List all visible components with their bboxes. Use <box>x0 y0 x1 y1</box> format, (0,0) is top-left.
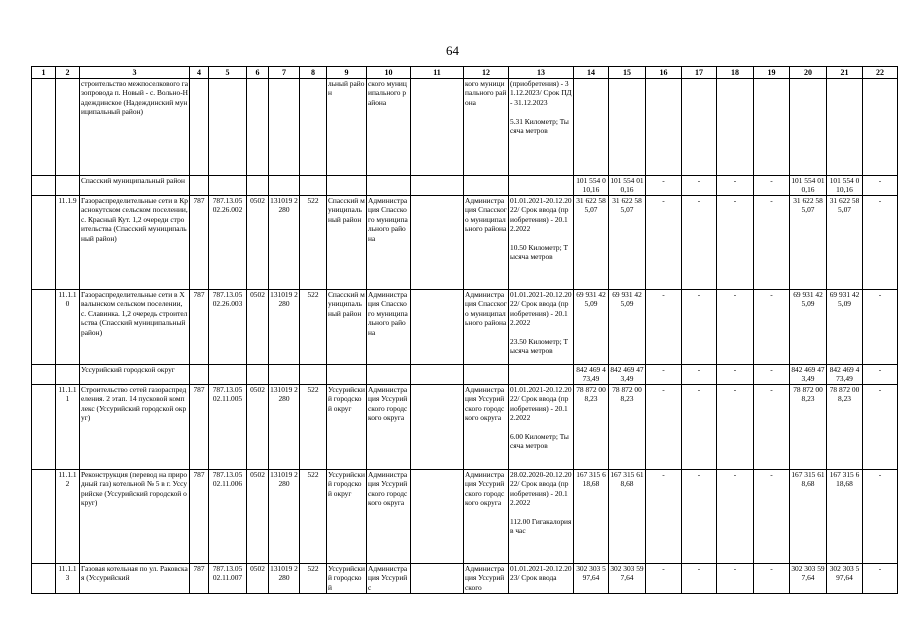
table-cell: 31 622 585,07 <box>827 196 863 290</box>
table-cell: 101 554 010,16 <box>791 176 825 195</box>
header-cell: 7 <box>269 67 300 79</box>
table-cell: 78 872 008,23 <box>574 385 609 470</box>
table-cell: 842 469 473,49 <box>610 365 644 384</box>
header-cell: 19 <box>754 67 790 79</box>
table-cell: - <box>863 564 898 594</box>
table-cell: Администрация Спасского муниципального района <box>367 290 411 365</box>
table-cell: 787 <box>190 470 209 564</box>
table-cell <box>411 196 464 290</box>
table-cell <box>190 365 209 385</box>
table-cell: - <box>863 365 898 385</box>
table-cell: - <box>863 290 898 365</box>
table-cell <box>209 176 247 196</box>
table-cell: 167 315 618,68 <box>790 470 827 564</box>
table-cell <box>411 365 464 385</box>
table-cell: строительство межпоселкового газопровода п. Новый - с. Вольно-Надеждинское (Надеждинский муниципальный район) <box>80 79 190 176</box>
table-cell: Строительство сетей газораспределения. 2 этап. 14 пусковой комплекс (Уссурийский городской округ) <box>80 385 190 470</box>
table-cell: - <box>717 564 754 594</box>
table-cell <box>32 290 56 365</box>
table-cell: Уссурийский городской округ <box>327 470 367 564</box>
header-cell: 16 <box>646 67 682 79</box>
table-cell: Администрация Уссурийского городского округа <box>464 470 509 564</box>
table-cell: кого муниципального района <box>464 79 509 176</box>
table-cell: 78 872 008,23 <box>827 385 863 470</box>
table-cell: - <box>717 196 754 290</box>
table-cell: 842 469 473,49 <box>574 365 609 385</box>
table-cell <box>411 470 464 564</box>
table-cell <box>464 176 509 196</box>
table-cell: 31 622 585,07 <box>790 196 827 290</box>
table-cell <box>682 79 717 176</box>
table-cell: Спасский муниципальный район <box>327 196 367 290</box>
table-cell: - <box>646 176 682 196</box>
table-cell <box>56 365 80 385</box>
table-cell: - <box>754 470 790 564</box>
table-cell: - <box>754 290 790 365</box>
table-cell <box>32 470 56 564</box>
table-cell: Администрация Уссурийского <box>464 564 509 594</box>
table-cell: - <box>863 470 898 564</box>
table-cell: 101 554 010,16 <box>574 176 609 196</box>
header-cell: 15 <box>609 67 646 79</box>
header-cell: 12 <box>464 67 509 79</box>
table-cell <box>269 176 300 196</box>
header-cell: 5 <box>209 67 247 79</box>
header-cell: 21 <box>827 67 863 79</box>
header-cell: 9 <box>327 67 367 79</box>
table-cell <box>754 79 790 176</box>
table-cell <box>411 290 464 365</box>
table-cell: - <box>682 290 717 365</box>
table-cell: Администрация Спасского муниципального района <box>464 196 509 290</box>
table-cell <box>56 79 80 176</box>
table-cell: - <box>646 564 682 594</box>
table-cell: 787 <box>190 196 209 290</box>
table-cell: 167 315 618,68 <box>609 470 646 564</box>
table-body <box>32 67 898 594</box>
table-cell: 11.1.10 <box>56 290 80 365</box>
table-cell: Газораспределительные сети в Краснокутском сельском поселении, с. Красный Кут. 1,2 очереди строительства (Спасский муниципальный район) <box>80 196 190 290</box>
table-row <box>32 196 898 290</box>
table-cell <box>269 79 300 176</box>
table-cell: 167 315 618,68 <box>574 470 609 564</box>
table-cell: Спасский муниципальный район <box>80 176 190 196</box>
table-cell: 78 872 008,23 <box>609 385 646 470</box>
table-cell: 787.13.05 02.11.006 <box>209 470 247 564</box>
table-cell: - <box>717 290 754 365</box>
table-cell <box>574 79 609 176</box>
table-cell: - <box>863 385 898 470</box>
table-cell: - <box>682 470 717 564</box>
table-cell <box>717 79 754 176</box>
header-cell: 4 <box>190 67 209 79</box>
header-cell: 18 <box>717 67 754 79</box>
table-cell: Уссурийский городской <box>328 564 365 592</box>
table-cell: 69 931 425,09 <box>609 290 646 365</box>
table-cell: (приобретения) - 31.12.2023/ Срок ПД - 31.12.2023 5.31 Километр; Тысяча метров <box>509 79 574 176</box>
table-cell <box>56 176 80 196</box>
table-cell <box>411 385 464 470</box>
table-row <box>32 176 898 196</box>
table-cell <box>609 79 646 176</box>
table-cell: 167 315 618,68 <box>827 470 863 564</box>
table-cell <box>32 176 56 196</box>
table-cell: 842 469 473,49 <box>791 365 825 384</box>
table-cell: 01.01.2021-20.12.2022/ Срок ввода (приобретения) - 20.12.2022 6.00 Километр; Тысяча метров <box>509 385 574 470</box>
table-cell: 787.13.05 02.11.005 <box>209 385 247 470</box>
table-cell: - <box>754 365 790 385</box>
table-cell <box>411 79 464 176</box>
table-cell: 131019 2280 <box>269 385 300 470</box>
table-cell: 01.01.2021-20.12.2023/ Срок ввода <box>509 564 574 594</box>
table-row <box>32 365 898 385</box>
table-cell <box>300 365 327 385</box>
table-cell: 101 554 010,16 <box>827 176 863 196</box>
table-cell: 11.1.11 <box>56 385 80 470</box>
table-cell: 787.13.05 02.11.007 <box>209 564 247 594</box>
table-cell: 302 303 597,64 <box>827 564 863 594</box>
table-cell: 0502 <box>247 196 269 290</box>
table-cell <box>509 365 574 385</box>
table-cell: 11.1.12 <box>56 470 80 564</box>
table-cell: - <box>682 365 717 385</box>
table-cell: Уссурийский городской округ <box>327 385 367 470</box>
table-cell: - <box>646 470 682 564</box>
table-cell: - <box>863 196 898 290</box>
table-cell <box>247 176 269 196</box>
table-cell: 302 303 597,64 <box>609 564 646 594</box>
table-cell: Спасский муниципальный район <box>327 290 367 365</box>
table-cell: - <box>754 385 790 470</box>
table-cell <box>32 196 56 290</box>
table-cell: 101 554 010,16 <box>610 176 644 195</box>
table-cell <box>190 176 209 196</box>
table-cell <box>190 79 209 176</box>
table-cell <box>367 176 411 196</box>
table-row <box>32 564 898 594</box>
table-cell: Уссурийский городской округ <box>80 365 190 385</box>
table-cell <box>827 79 863 176</box>
table-cell: 302 303 597,64 <box>574 564 609 594</box>
table-cell: - <box>754 176 790 196</box>
table-cell: Администрация Уссурийского городского округа <box>367 470 411 564</box>
table-cell: Администрация Спасского муниципального района <box>464 290 509 365</box>
table-cell <box>32 365 56 385</box>
table-cell: 11.1.13 <box>56 564 80 594</box>
table-row <box>32 470 898 564</box>
table-cell: 131019 2280 <box>269 470 300 564</box>
header-cell: 11 <box>411 67 464 79</box>
header-cell: 22 <box>863 67 898 79</box>
table-cell <box>32 79 56 176</box>
table-cell <box>367 365 411 385</box>
header-cell: 13 <box>509 67 574 79</box>
header-cell: 20 <box>790 67 827 79</box>
header-cell: 14 <box>574 67 609 79</box>
table-cell: - <box>754 196 790 290</box>
header-cell: 6 <box>247 67 269 79</box>
table-cell: 01.01.2021-20.12.2022/ Срок ввода (приобретения) - 20.12.2022 23.50 Километр; Тысяча метров <box>509 290 574 365</box>
table-cell: - <box>717 365 754 385</box>
table-cell: 302 303 597,64 <box>790 564 827 594</box>
table-cell: - <box>646 196 682 290</box>
table-cell: 69 931 425,09 <box>574 290 609 365</box>
table-cell <box>32 385 56 470</box>
table-cell: 131019 2280 <box>269 196 300 290</box>
table-cell: 131019 2280 <box>269 290 300 365</box>
table-cell: 787.13.05 02.26.002 <box>209 196 247 290</box>
table-cell: 0502 <box>247 385 269 470</box>
table-cell <box>247 365 269 385</box>
table-row <box>32 290 898 365</box>
table-cell: 11.1.9 <box>56 196 80 290</box>
table-cell: 69 931 425,09 <box>790 290 827 365</box>
table-cell: 0502 <box>247 470 269 564</box>
table-cell: - <box>682 176 717 196</box>
table-cell <box>411 564 464 594</box>
table-cell: льный район <box>327 79 367 176</box>
table-cell: 0502 <box>247 564 269 594</box>
table-cell: - <box>863 176 898 196</box>
table-cell: 787.13.05 02.26.003 <box>209 290 247 365</box>
header-cell: 3 <box>80 67 190 79</box>
table-cell <box>327 176 367 196</box>
table-cell: Газораспределительные сети в Хвалынском сельском поселении, с. Славинка. 1,2 очередь строительства (Спасский муниципальный район) <box>80 290 190 365</box>
table-cell: 787 <box>190 564 209 594</box>
table-cell: - <box>717 385 754 470</box>
header-cell: 1 <box>32 67 56 79</box>
table-cell <box>209 79 247 176</box>
table-cell: - <box>717 470 754 564</box>
table-cell: Газовая котельная по ул. Раковская (Уссурийский <box>80 564 190 594</box>
table-cell: 0502 <box>247 290 269 365</box>
table-row <box>32 385 898 470</box>
table-cell: 31 622 585,07 <box>609 196 646 290</box>
table-cell <box>509 176 574 196</box>
table-cell: - <box>682 564 717 594</box>
table-cell: ского муниципального района <box>367 79 411 176</box>
table-cell <box>646 79 682 176</box>
table-cell: - <box>754 564 790 594</box>
table-cell: Администрация Уссурийского городского округа <box>367 385 411 470</box>
table-row <box>32 79 898 176</box>
header-row <box>32 67 898 79</box>
table-cell: 522 <box>300 290 327 365</box>
header-cell: 8 <box>300 67 327 79</box>
investment-table <box>31 66 898 594</box>
table-cell: - <box>682 385 717 470</box>
header-cell: 2 <box>56 67 80 79</box>
table-cell <box>32 564 56 594</box>
table-cell <box>790 79 827 176</box>
table-cell: 787 <box>190 290 209 365</box>
header-cell: 17 <box>682 67 717 79</box>
table-cell: 522 <box>300 564 327 594</box>
table-cell: 787 <box>190 385 209 470</box>
table-cell: 522 <box>300 470 327 564</box>
table-cell <box>209 365 247 385</box>
table-cell <box>464 365 509 385</box>
table-cell: 31 622 585,07 <box>574 196 609 290</box>
table-cell: 78 872 008,23 <box>790 385 827 470</box>
table-cell <box>300 79 327 176</box>
table-cell: Администрация Спасского муниципального района <box>367 196 411 290</box>
table-cell: 69 931 425,09 <box>827 290 863 365</box>
table-cell: 522 <box>300 196 327 290</box>
table-cell: - <box>646 290 682 365</box>
table-cell: - <box>646 385 682 470</box>
table-cell <box>247 79 269 176</box>
table-cell: - <box>717 176 754 196</box>
table-cell: Администрация Уссурийского городского округа <box>464 385 509 470</box>
table-cell <box>411 176 464 196</box>
table-cell <box>863 79 898 176</box>
table-cell: 28.02.2020-20.12.2022/ Срок ввода (приобретения) - 20.12.2022 112.00 Гигакалория в час <box>509 470 574 564</box>
table-cell: 01.01.2021-20.12.2022/ Срок ввода (приобретения) - 20.12.2022 10.50 Километр; Тысяча метров <box>509 196 574 290</box>
table-cell: Администрация Уссурийс <box>367 564 411 594</box>
page-number: 64 <box>446 43 459 58</box>
table-cell: 842 469 473,49 <box>827 365 863 385</box>
table-cell: - <box>682 196 717 290</box>
table-cell <box>300 176 327 196</box>
table-cell: 131019 2280 <box>269 564 300 594</box>
table-cell <box>269 365 300 385</box>
table-cell: Реконструкция (перевод на природный газ) котельной № 5 в г. Уссурийске (Уссурийский городской округ) <box>80 470 190 564</box>
table-cell <box>327 365 367 385</box>
table-cell: 522 <box>300 385 327 470</box>
table-cell: - <box>646 365 682 385</box>
header-cell: 10 <box>367 67 411 79</box>
